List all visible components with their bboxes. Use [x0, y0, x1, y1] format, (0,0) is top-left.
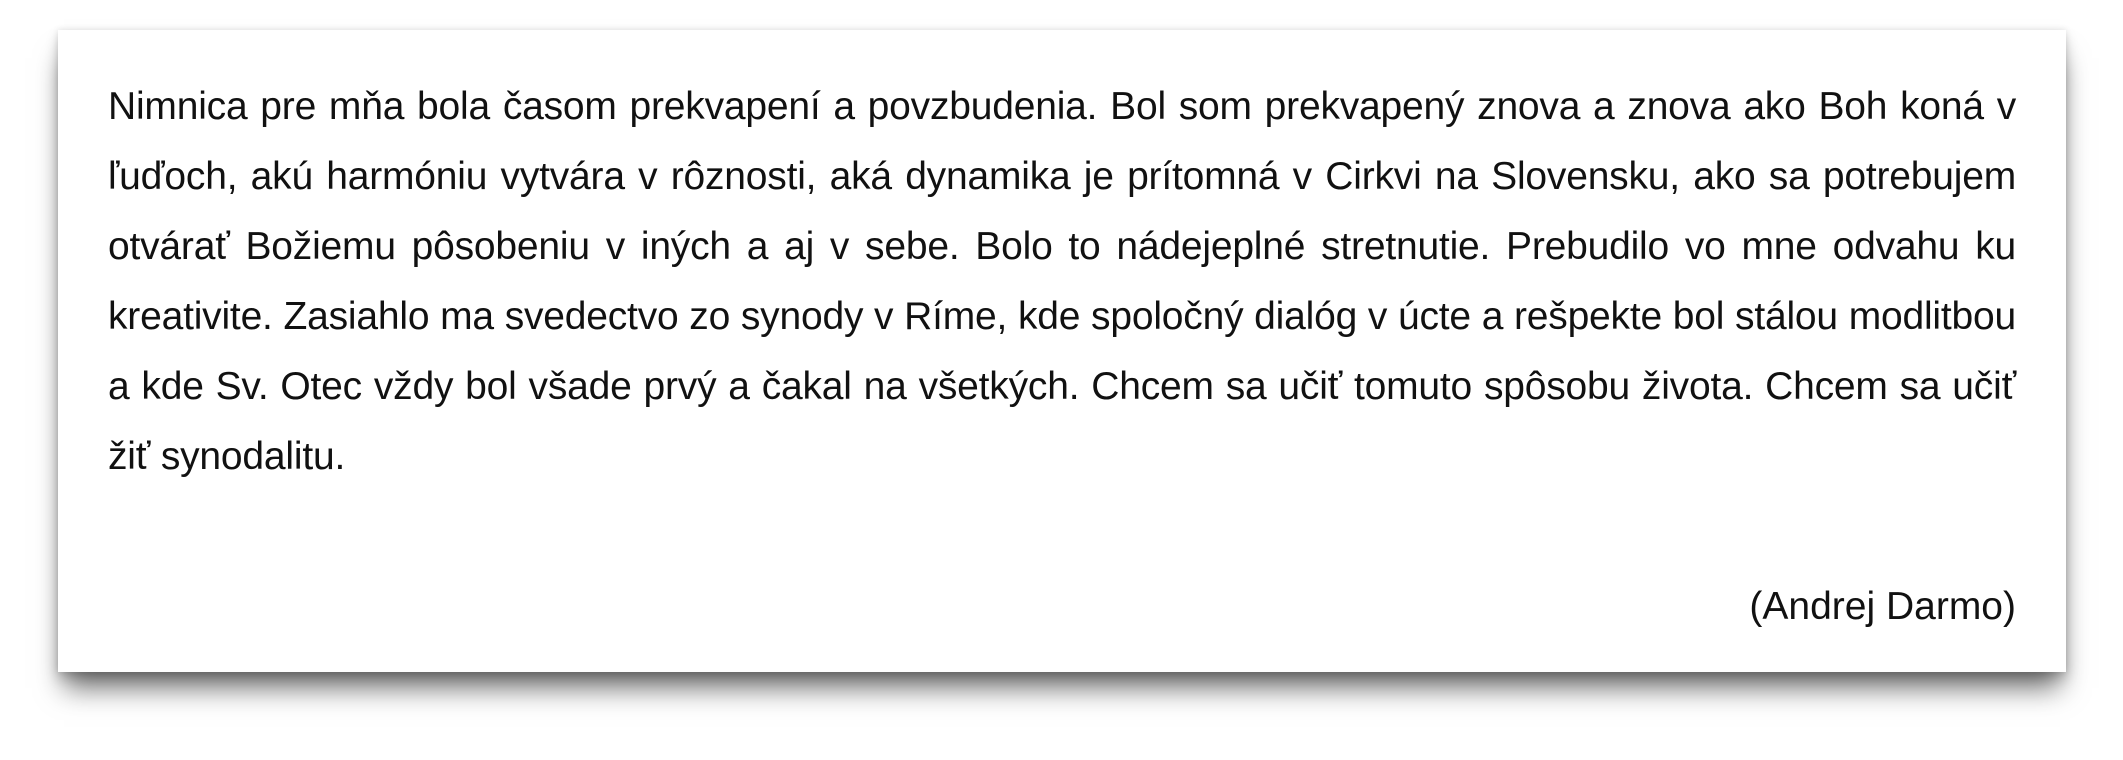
quote-text: Nimnica pre mňa bola časom prekvapení a povzbudenia. Bol som prekvapený znova a znova ako Boh koná v ľuďoch, akú harmóniu vytvára v rôznosti, aká dynamika je prítomná v Cirkvi na Slovensku, ako sa potrebujem otvárať Božiemu pôsobeniu v iných a aj v sebe. Bolo to nádejeplné stretnutie. Prebudilo vo mne odvahu ku kreativite. Zasiahlo ma svedectvo zo synody v Ríme, kde spoločný dialóg v úcte a rešpekte bol stálou modlitbou a kde Sv. Otec vždy bol všade prvý a čakal na všetkých. Chcem sa učiť tomuto spôsobu života. Chcem sa učiť žiť synodalitu. — [108, 85, 2016, 478]
quote-card — [58, 30, 2066, 672]
quote-attribution: (Andrej Darmo) — [1749, 585, 2016, 628]
